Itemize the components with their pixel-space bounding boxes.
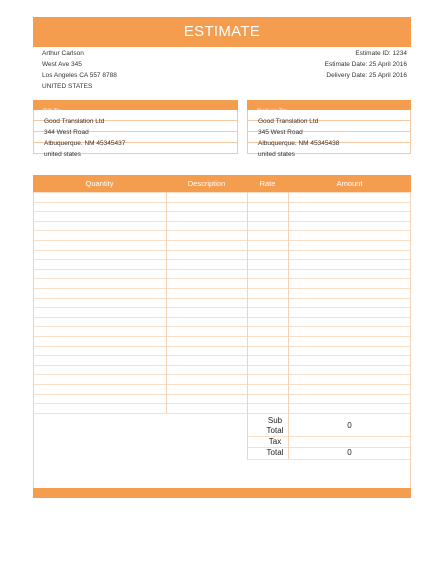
table-row-line xyxy=(33,384,411,385)
tax-label: Tax xyxy=(268,437,282,446)
deliver-to-header xyxy=(247,100,411,115)
table-row-line xyxy=(33,192,411,193)
table-row-line xyxy=(33,317,411,318)
bill-to-heading: Bill To: xyxy=(43,108,63,115)
document-title: ESTIMATE xyxy=(183,23,261,40)
bill-to-line: united states xyxy=(33,143,238,154)
table-row-line xyxy=(33,394,411,395)
delivery-date: Delivery Date: 25 April 2016 xyxy=(326,72,407,79)
table-row-line xyxy=(33,269,411,270)
bill-to-line: Albuquerque. NM 45345437 xyxy=(33,132,238,143)
table-row-line xyxy=(33,202,411,203)
subtotal-value: 0 xyxy=(347,421,352,430)
totals-column-divider xyxy=(247,413,248,459)
deliver-to-line: Albuquerque. NM 45345438 xyxy=(247,132,411,143)
table-row-line xyxy=(33,365,411,366)
deliver-to-block xyxy=(247,110,411,158)
table-row-line xyxy=(33,278,411,279)
table-row-line xyxy=(33,403,411,404)
table-column-divider xyxy=(410,192,411,413)
column-rate: Rate xyxy=(259,179,276,188)
table-column-divider xyxy=(166,192,167,413)
table-row-line xyxy=(33,355,411,356)
deliver-to-line: united states xyxy=(247,143,411,154)
table-row-line xyxy=(33,298,411,299)
table-row-line xyxy=(33,250,411,251)
table-row-line xyxy=(33,307,411,308)
totals-row-line xyxy=(247,413,411,414)
estimate-date: Estimate Date: 25 April 2016 xyxy=(324,61,407,68)
table-column-divider xyxy=(247,192,248,413)
bill-to-line: Good Translation Ltd xyxy=(33,110,238,121)
total-label: Total xyxy=(266,448,284,457)
table-row-line xyxy=(33,336,411,337)
bill-to-line: 344 West Road xyxy=(33,121,238,132)
table-column-divider xyxy=(288,192,289,413)
deliver-to-heading: Deliver To: xyxy=(257,108,288,115)
subtotal-label: Sub Total xyxy=(266,416,284,435)
deliver-to-line: Good Translation Ltd xyxy=(247,110,411,121)
table-row-line xyxy=(33,326,411,327)
table-row-line xyxy=(33,230,411,231)
footer-bar xyxy=(33,488,411,498)
deliver-to-line: 345 West Road xyxy=(247,121,411,132)
table-column-divider xyxy=(33,192,34,413)
total-value: 0 xyxy=(347,448,352,457)
table-row-line xyxy=(33,346,411,347)
bill-to-header xyxy=(33,100,238,115)
totals-row-line xyxy=(247,459,411,460)
table-row-line xyxy=(33,211,411,212)
table-row-line xyxy=(33,288,411,289)
column-amount: Amount xyxy=(336,179,363,188)
frame-side-line xyxy=(33,413,34,488)
table-row-line xyxy=(33,221,411,222)
sender-country: UNITED STATES xyxy=(42,83,93,90)
estimate-id: Estimate ID: 1234 xyxy=(355,50,407,57)
column-quantity: Quantity xyxy=(85,179,114,188)
sender-name: Arthur Carlson xyxy=(42,50,84,57)
table-row-line xyxy=(33,374,411,375)
table-row-line xyxy=(33,240,411,241)
sender-street: West Ave 345 xyxy=(42,61,82,68)
column-description: Description xyxy=(187,179,226,188)
sender-city: Los Angeles CA 557 8788 xyxy=(42,72,117,79)
table-row-line xyxy=(33,259,411,260)
bill-to-block xyxy=(33,110,238,158)
